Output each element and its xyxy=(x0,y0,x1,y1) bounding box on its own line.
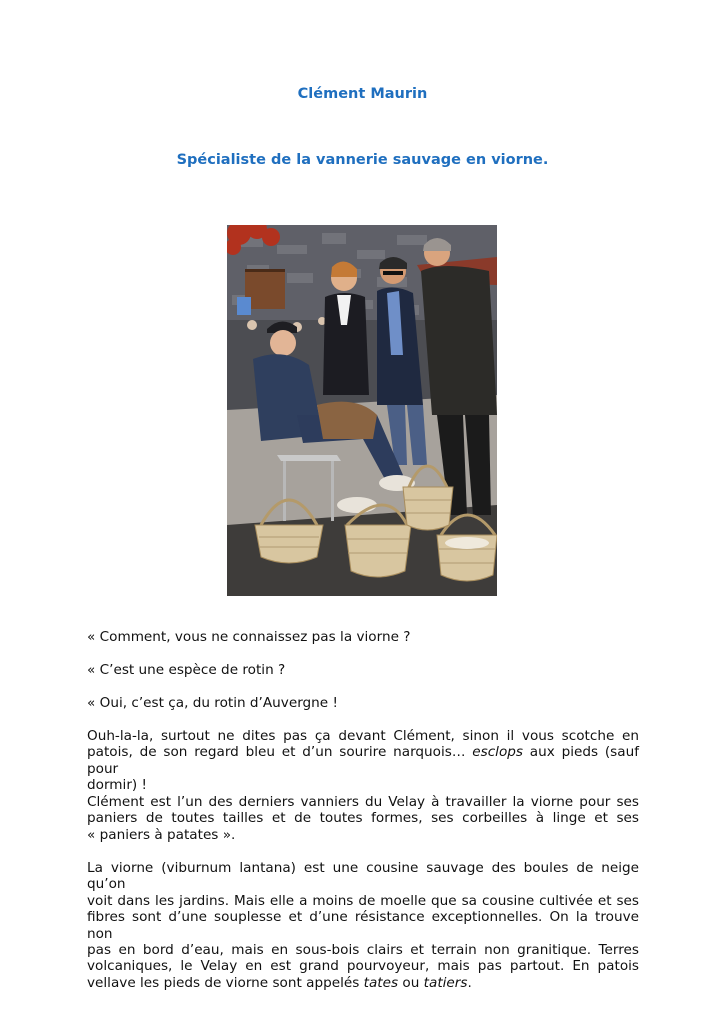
paragraph-viorne xyxy=(87,860,639,991)
paragraph-vanniers xyxy=(87,794,639,843)
quote-line-3: « Oui, c’est ça, du rotin d’Auvergne ! xyxy=(87,695,338,711)
document-subtitle: Spécialiste de la vannerie sauvage en viorne. xyxy=(176,152,549,168)
paragraph-line: dormir) ! xyxy=(87,777,147,794)
document-title: Clément Maurin xyxy=(297,86,428,102)
paragraph-line: pas en bord d’eau, mais en sous-bois clairs et terrain non granitique. Terres xyxy=(87,942,639,959)
paragraph-line: voit dans les jardins. Mais elle a moins de moelle que sa cousine cultivée et ses xyxy=(87,892,639,909)
emphasis-esclops: esclops xyxy=(472,744,523,761)
emphasis-tates: tates xyxy=(363,974,399,991)
paragraph-line: fibres sont d’une souplesse et d’une résistance exceptionnelles. On la trouve non xyxy=(87,909,639,942)
paragraph-line: paniers de toutes tailles et de toutes formes, ses corbeilles à linge et ses xyxy=(87,810,639,827)
photo-basket-maker xyxy=(227,225,497,596)
quote-line-2: « C’est une espèce de rotin ? xyxy=(87,662,286,678)
paragraph-line: La viorne (viburnum lantana) est une cousine sauvage des boules de neige qu’on xyxy=(87,860,639,893)
paragraph-line: volcaniques, le Velay en est grand pourvoyeur, mais pas partout. En patois xyxy=(87,958,639,975)
paragraph-line: vellave les pieds de viorne sont appelés tates ou tatiers. xyxy=(87,974,472,991)
paragraph-line: Clément est l’un des derniers vanniers du Velay à travailler la viorne pour ses xyxy=(87,794,639,810)
paragraph-line: patois, de son regard bleu et d’un sourire narquois… esclops aux pieds (sauf pour xyxy=(87,744,639,777)
paragraph-patois xyxy=(87,728,639,794)
paragraph-line: Ouh-la-la, surtout ne dites pas ça devant Clément, sinon il vous scotche en xyxy=(87,728,639,744)
quote-line-1: « Comment, vous ne connaissez pas la viorne ? xyxy=(87,629,411,645)
emphasis-tatiers: tatiers xyxy=(423,974,468,991)
paragraph-line: « paniers à patates ». xyxy=(87,826,236,843)
photo-basket-maker-icon xyxy=(227,225,497,596)
